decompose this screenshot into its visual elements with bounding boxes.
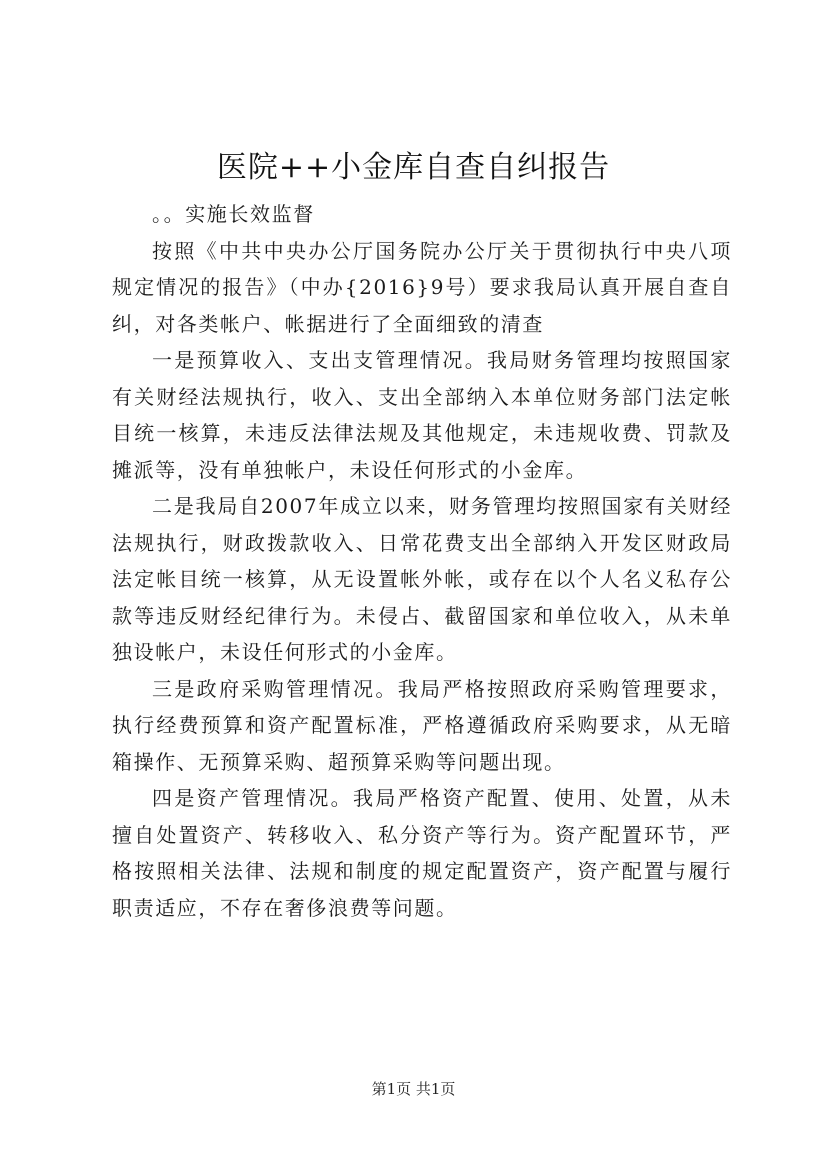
paragraph-finance: 二是我局自2007年成立以来，财务管理均按照国家有关财经法规执行，财政拨款收入、日常花费支出全部纳入开发区财政局法定帐目统一核算，从无设置帐外帐，或存在以个人名义私存公款等违反财经纪律行为。未侵占、截留国家和单位收入，从未单独设帐户，未设任何形式的小金库。 <box>112 494 732 664</box>
document-body <box>112 196 732 926</box>
page-number-footer: 第1页 共1页 <box>371 1080 456 1098</box>
paragraph-budget: 一是预算收入、支出支管理情况。我局财务管理均按照国家有关财经法规执行，收入、支出全部纳入本单位财务部门法定帐目统一核算，未违反法律法规及其他规定，未违规收费、罚款及摊派等，没有单独帐户，未设任何形式的小金库。 <box>112 348 732 482</box>
paragraph-assets: 四是资产管理情况。我局严格资产配置、使用、处置，从未擅自处置资产、转移收入、私分资产等行为。资产配置环节，严格按照相关法律、法规和制度的规定配置资产，资产配置与履行职责适应，不存在奢侈浪费等问题。 <box>112 786 732 920</box>
paragraph-heading: 。。实施长效监督 <box>152 202 315 226</box>
document-title: 医院++小金库自查自纠报告 <box>216 150 611 185</box>
paragraph-procurement: 三是政府采购管理情况。我局严格按照政府采购管理要求，执行经费预算和资产配置标准，严格遵循政府采购要求，从无暗箱操作、无预算采购、超预算采购等问题出现。 <box>112 676 732 774</box>
paragraph-intro: 按照《中共中央办公厅国务院办公厅关于贯彻执行中央八项规定情况的报告》（中办{2016}9号）要求我局认真开展自查自纠，对各类帐户、帐据进行了全面细致的清查 <box>112 238 732 336</box>
